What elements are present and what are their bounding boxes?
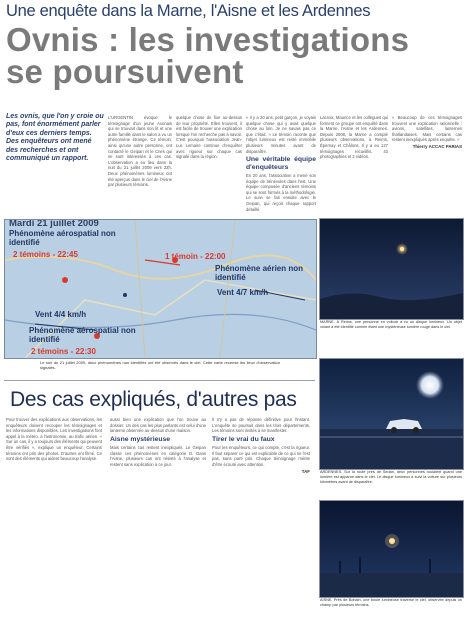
headline bbox=[6, 21, 462, 90]
article-paragraph: Mais certains cas restent inexpliqués. Le Geipan classe ces phénomènes en catégorie D. Dans l'Aisne, plusieurs cas ont résisté à l'analyse et restent sans explication à ce jour. bbox=[110, 445, 206, 467]
car-photo-illustration bbox=[320, 359, 463, 469]
subheading: Tirer le vrai du faux bbox=[212, 435, 275, 443]
article-column-1 bbox=[108, 115, 172, 215]
article-paragraph: Lacroix, Maurice et les collègues qui forment ce groupe ont enquêté dans la Marne, l'Aisne et les Ardennes. Depuis 2008, la Marne a compté plusieurs observations, à Reims, Épernay et Châlons. Il y a eu 127 témoignages recueillis, 43 photographies et 2 vidéos. bbox=[320, 115, 388, 160]
headline-line-2: se poursuivent bbox=[6, 53, 244, 90]
map-label-witnesses-3: 2 témoins - 22:30 bbox=[31, 347, 96, 356]
map-label-witnesses-1: 2 témoins - 22:45 bbox=[13, 250, 78, 259]
section2-column-1 bbox=[6, 417, 102, 613]
subheading: Une véritable équipe d'enquêteurs bbox=[246, 156, 316, 171]
photo-road bbox=[319, 358, 464, 470]
photo-caption-1: MARNE. À Reims, une personne en voiture a vu un disque lumineux. Un objet volant a été identifié comme étant une mystérieuse lumière rouge dans le ciel. bbox=[320, 320, 462, 329]
lede: Les ovnis, que l'on y croie ou pas, font énormément parler d'eux ces derniers temps. Des enquêteurs ont mené des recherches et ont communiqué un rapport. bbox=[6, 113, 104, 163]
section2-title: Des cas expliqués, d'autres pas bbox=[10, 388, 297, 411]
section2-column-3 bbox=[212, 417, 310, 613]
article-paragraph: « Beaucoup de ces témoignages trouvent une explication rationnelle : avions, satellites, lanternes thaïlandaises. Mais certains cas restent inexpliqués après enquête. » bbox=[392, 115, 462, 143]
byline: TAF bbox=[301, 468, 310, 474]
article-column-5 bbox=[392, 115, 462, 215]
observation-map bbox=[4, 219, 317, 359]
article-column-3 bbox=[246, 115, 316, 215]
byline: Thierry ACCAC PARIAS bbox=[412, 143, 462, 149]
photo-caption-3: AISNE. Près de Bohain, une boule lumineuse traverse le ciel, observée depuis un champ par plusieurs témoins. bbox=[320, 598, 462, 607]
article-paragraph: Il n'y a pas de réponse définitive pour l'instant. L'enquête se poursuit dans les trois départements. Les témoins sont invités à se manifester. bbox=[212, 417, 310, 434]
map-label-wind-2: Vent 4/4 km/h bbox=[35, 310, 87, 319]
kicker: Une enquête dans la Marne, l'Aisne et les Ardennes bbox=[6, 2, 371, 20]
map-label-phenomenon-1: Phénomène aérospatial non identifié bbox=[9, 229, 116, 247]
article-paragraph: En 20 ans, l'association a mené son équipe de bénévoles dans l'est. Une équipe composée d'anciens témoins qui se sont formés à la méthodologie. Le suivi se fait ensuite avec le Geipan, qui reçoit chaque rapport détaillé. bbox=[246, 172, 316, 212]
article-paragraph: Pour les enquêteurs, ce qui compte, c'est la rigueur. Il faut séparer ce qui est explicable de ce qui ne l'est pas, sans parti pris. Chaque témoignage mérite d'être écouté avec attention. bbox=[212, 445, 310, 467]
article-paragraph: L'URGENTIN évoque le témoignage d'un jeune Axonais qui se trouvait dans son lit et une autre famille dans le salon a vu un phénomène étrange. Ce témoin, ainsi qu'une autre personne, ont contacté le Geipan et le Cnes qui se sont intéressés à ces cas. L'observation a eu lieu dans la nuit du 21 juillet 2009 vers 22h. Deux phénomènes lumineux ont été aperçus dans le ciel de l'Aisne par plusieurs témoins. bbox=[108, 115, 172, 188]
headline-line-1: Ovnis : les investigations bbox=[6, 21, 410, 58]
map-date: Mardi 21 juillet 2009 bbox=[9, 219, 99, 229]
article-paragraph: aussi bien une explication que l'on trouve au dossier. Un des cas les plus parlants est celui d'une lanterne observée au-dessus d'une maison. bbox=[110, 417, 206, 434]
field-photo-illustration bbox=[320, 501, 463, 597]
photo-field bbox=[319, 500, 464, 598]
article-column-4 bbox=[320, 115, 388, 215]
article-paragraph: quelque chose de fixe au-dessus de leur propriété. Elles trouvent, il est facile de trouver une explication lorsque l'on recherche pas à savoir. C'est pourquoi l'association Jean-Luc Lemaire continue d'enquêter avec rigueur sur chaque cas signalé dans la région. bbox=[176, 115, 242, 160]
ufo-photo-illustration bbox=[320, 219, 463, 319]
map-label-wind-1: Vent 4/7 km/h bbox=[217, 288, 269, 297]
section2-column-2 bbox=[110, 417, 206, 613]
map-caption: Le soir du 21 juillet 2009, deux phénomènes non identifiés ont été observés dans le ciel. Cette carte recense les lieux d'observation signalés. bbox=[40, 360, 280, 371]
subheading: Aisne mystérieuse bbox=[110, 435, 171, 443]
article-paragraph: « Il y a 20 ans, petit garçon, je voyais quelque chose qui y avait quelque chose au loin. Je ne savais pas ce que c'était. » Le témoin raconte que l'objet lumineux est resté immobile plusieurs minutes avant de disparaître. bbox=[246, 115, 316, 154]
map-label-phenomenon-2: Phénomène aérien non identifié bbox=[215, 264, 304, 282]
article-column-2 bbox=[176, 115, 242, 215]
map-label-witnesses-2: 1 témoin - 22:00 bbox=[165, 252, 226, 261]
map-label-phenomenon-3: Phénomène aérospatial non identifié bbox=[29, 326, 136, 344]
section-divider bbox=[4, 380, 315, 381]
photo-caption-2: ARDENNES. Sur la route près de Sedan, deux personnes roulaient quand une lumière est apparue dans le ciel. Le disque lumineux a suivi la voiture sur plusieurs kilomètres avant de disparaître. bbox=[320, 470, 462, 484]
article-paragraph: Pour trouver des explications aux observations, les enquêteurs doivent recouper les témoignages et les informations disponibles. Les investigations font appel à la météo, à l'astronomie, au trafic aérien. « Sur un cas, il y a toujours des éléments qui peuvent être vérifiés », explique un enquêteur. Certains témoins ont pris des photos. D'autres ont filmé. Ce sont des éléments qui aident beaucoup l'analyse. bbox=[6, 417, 102, 462]
photo-night-sky bbox=[319, 218, 464, 320]
